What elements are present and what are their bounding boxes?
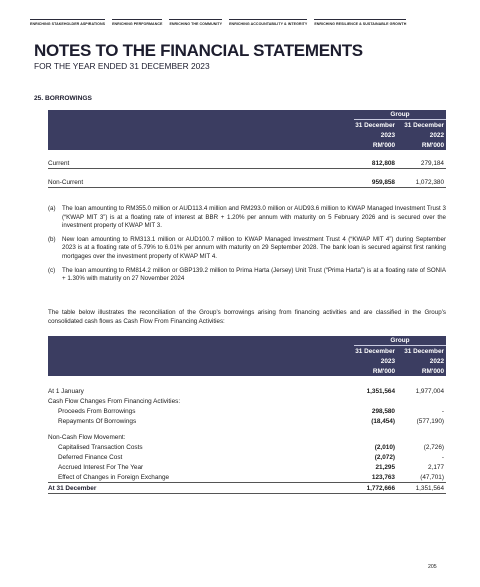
row-value-2022: 279,184 bbox=[397, 158, 446, 169]
column-header-year-2022: 2022 bbox=[397, 356, 446, 366]
row-value-2023: (18,454) bbox=[371, 417, 395, 425]
table-row bbox=[48, 386, 446, 396]
table-header-spacer bbox=[48, 140, 348, 150]
top-navigation bbox=[30, 16, 452, 26]
row-value-2022: 2,177 bbox=[428, 463, 444, 471]
note-text: The loan amounting to RM814.2 million or GBP139.2 million to Prima Harta (Jersey) Unit Trust (“Prima Harta”) is at a floating rate of SONIA + 1.30% with maturity on 27 November 2024 bbox=[62, 266, 446, 283]
row-label: Deferred Finance Cost bbox=[58, 453, 123, 461]
table-total-row bbox=[48, 483, 446, 494]
table-row bbox=[48, 462, 446, 472]
column-header-unit-2023: RM'000 bbox=[348, 366, 397, 376]
row-value-2023: 812,808 bbox=[348, 158, 397, 169]
column-header-year-2023: 2023 bbox=[348, 356, 397, 366]
row-label: At 1 January bbox=[48, 387, 84, 395]
table-row bbox=[48, 158, 446, 169]
row-value-2023: 959,858 bbox=[348, 177, 397, 188]
table-row bbox=[48, 396, 446, 406]
row-label: Repayments Of Borrowings bbox=[58, 417, 137, 425]
section-heading: 25. BORROWINGS bbox=[34, 95, 92, 102]
table-header-row bbox=[48, 130, 446, 140]
row-label: Accrued Interest For The Year bbox=[58, 463, 144, 471]
column-header-year-2022: 2022 bbox=[397, 130, 446, 140]
table-row bbox=[48, 452, 446, 462]
table-header-row bbox=[48, 356, 446, 366]
nav-item-community[interactable]: ENRICHING THE COMMUNITY bbox=[169, 19, 222, 26]
table-row bbox=[48, 406, 446, 416]
table-header-group-row bbox=[48, 336, 446, 346]
notes-list bbox=[48, 205, 446, 289]
table-row bbox=[48, 442, 446, 452]
row-value-2022: 1,977,004 bbox=[415, 387, 444, 395]
table-header-row bbox=[48, 140, 446, 150]
column-header-2023: 31 December bbox=[348, 120, 397, 130]
row-value-2023: 123,763 bbox=[348, 472, 397, 483]
table-header-group: Group bbox=[348, 336, 446, 346]
non-cash-heading: Non-Cash Flow Movement: bbox=[48, 433, 126, 441]
row-label: Current bbox=[48, 158, 348, 169]
column-header-year-2023: 2023 bbox=[348, 130, 397, 140]
page-title: NOTES TO THE FINANCIAL STATEMENTS bbox=[34, 41, 363, 60]
page-number: 205 bbox=[428, 564, 437, 570]
row-label: Proceeds From Borrowings bbox=[58, 407, 136, 415]
column-header-unit-2022: RM'000 bbox=[397, 140, 446, 150]
table-header-spacer bbox=[48, 356, 348, 366]
table-header-row bbox=[48, 120, 446, 130]
table-row bbox=[48, 432, 446, 442]
reconciliation-table bbox=[48, 336, 446, 494]
column-header-unit-2023: RM'000 bbox=[348, 140, 397, 150]
cash-flow-heading: Cash Flow Changes From Financing Activities: bbox=[48, 397, 181, 405]
row-value-2023: (2,010) bbox=[374, 443, 395, 451]
table-header-spacer bbox=[48, 366, 348, 376]
table-header-spacer bbox=[48, 120, 348, 130]
note-marker: (c) bbox=[48, 266, 56, 274]
table-header-spacer bbox=[48, 336, 348, 346]
row-value-2023: 21,295 bbox=[375, 463, 395, 471]
row-value-2022: (2,726) bbox=[423, 443, 444, 451]
row-value-2023: 298,580 bbox=[371, 407, 395, 415]
note-marker: (a) bbox=[48, 205, 56, 212]
table-row bbox=[48, 416, 446, 426]
nav-item-stakeholder[interactable]: ENRICHING STAKEHOLDER ASPIRATIONS bbox=[30, 19, 105, 26]
nav-item-resilience[interactable]: ENRICHING RESILIENCE & SUSTAINABLE GROWTH bbox=[314, 19, 406, 26]
total-label: At 31 December bbox=[48, 483, 348, 494]
row-value-2022: (577,190) bbox=[416, 417, 444, 425]
table-row bbox=[48, 472, 446, 483]
row-label: Non-Current bbox=[48, 177, 348, 188]
nav-item-accountability[interactable]: ENRICHING ACCOUNTABILITY & INTEGRITY bbox=[229, 19, 307, 26]
column-header-2022: 31 December bbox=[397, 346, 446, 356]
note-item bbox=[48, 236, 446, 262]
note-text: New loan amounting to RM313.1 million or AUD100.7 million to KWAP Managed Investment Trust 4 (“KWAP MIT 4”) during September 2023 is at a floating rate of 5.79% to 6.01% per annum with maturity on 29 September 2028. The bank loan is secured against first ranking mortgages over the investment property of KWAP MIT 4. bbox=[62, 235, 446, 260]
note-item bbox=[48, 267, 446, 284]
row-value-2023: 1,351,564 bbox=[366, 387, 395, 395]
note-marker: (b) bbox=[48, 235, 56, 243]
table-header-row bbox=[48, 346, 446, 356]
table-header-group: Group bbox=[348, 110, 446, 120]
table-header-spacer bbox=[48, 346, 348, 356]
borrowings-table bbox=[48, 110, 446, 188]
page-subtitle: FOR THE YEAR ENDED 31 DECEMBER 2023 bbox=[34, 61, 210, 71]
note-item bbox=[48, 205, 446, 231]
row-value-2023: (2,072) bbox=[374, 453, 395, 461]
table-header-spacer bbox=[48, 110, 348, 120]
table-header-group-row bbox=[48, 110, 446, 120]
total-value-2023: 1,772,666 bbox=[348, 483, 397, 494]
column-header-2023: 31 December bbox=[348, 346, 397, 356]
row-label: Capitalised Transaction Costs bbox=[58, 443, 143, 451]
table-header-row bbox=[48, 366, 446, 376]
note-text: The loan amounting to RM355.0 million or AUD113.4 million and RM293.0 million or AUD93.6 million to KWAP Managed Investment Trust 3 (“KWAP MIT 3”) is at a floating rate of interest at BBR + 1.20% per annum with maturity on 5 February 2026 and is secured over the investment property of KWAP MIT 3. bbox=[62, 205, 446, 230]
row-value-2022: 1,072,380 bbox=[397, 177, 446, 188]
row-value-2022: - bbox=[441, 407, 444, 415]
reconciliation-paragraph: The table below illustrates the reconciliation of the Group’s borrowings arising from financing activities and are classified in the Group’s consolidated cash flows as Cash Flow From Financing Activities: bbox=[48, 309, 446, 325]
row-value-2022: (47,701) bbox=[397, 472, 446, 483]
table-header-spacer bbox=[48, 130, 348, 140]
table-row bbox=[48, 177, 446, 188]
column-header-unit-2022: RM'000 bbox=[397, 366, 446, 376]
nav-item-performance[interactable]: ENRICHING PERFORMANCE bbox=[112, 19, 162, 26]
row-label: Effect of Changes in Foreign Exchange bbox=[48, 472, 348, 483]
total-value-2022: 1,351,564 bbox=[397, 483, 446, 494]
column-header-2022: 31 December bbox=[397, 120, 446, 130]
row-value-2022: - bbox=[441, 453, 444, 461]
